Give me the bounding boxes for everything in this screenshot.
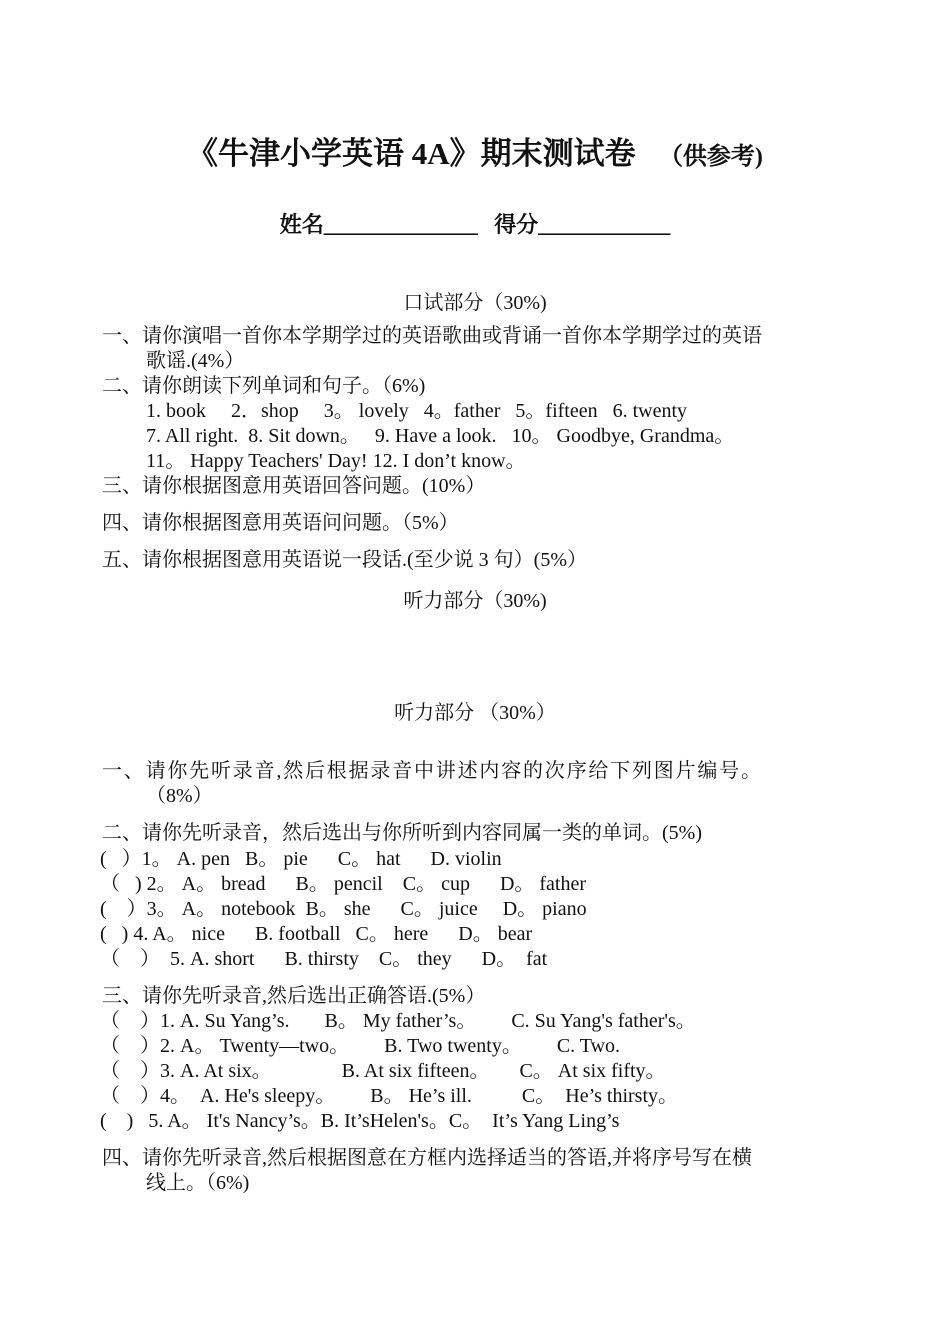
listening-q3-item-3: （ ）3. A. At six。 B. At six fifteen。 C。 At six fifty。 [100, 1060, 666, 1082]
oral-q4: 四、请你根据图意用英语问问题。（5%） [102, 512, 459, 534]
oral-q3: 三、请你根据图意用英语回答问题。(10%） [102, 475, 486, 497]
listening-q2-item-1: ( ）1。 A. pen B。 pie C。 hat D. violin [100, 848, 502, 870]
listening-q2-item-3: ( ）3。 A。 notebook B。 she C。 juice D。 piano [100, 898, 587, 920]
listening-heading-1: 听力部分（30%) [403, 590, 547, 612]
name-score-line: 姓名______________ 得分____________ [279, 212, 671, 237]
listening-q1-line1: 一、请你先听录音,然后根据录音中讲述内容的次序给下列图片编号。 [102, 760, 763, 782]
listening-q3-item-4: （ ）4。 A. He's sleepy。 B。 He’s ill. C。 He’s thirsty。 [100, 1085, 679, 1107]
listening-q4-line1: 四、请你先听录音,然后根据图意在方框内选择适当的答语,并将序号写在横 [102, 1147, 752, 1169]
oral-section-heading: 口试部分（30%) [403, 292, 547, 314]
listening-q3-item-5: ( ) 5. A。 It's Nancy’s。B. It’sHelen's。C。 It’s Yang Ling’s [100, 1110, 620, 1132]
oral-q2: 二、请你朗读下列单词和句子。（6%) [102, 375, 426, 397]
title-main: 《牛津小学英语 4A》期末测试卷 [187, 136, 636, 171]
oral-words-row-2: 7. All right. 8. Sit down。 9. Have a look. 10。 Goodbye, Grandma。 [146, 425, 735, 447]
listening-q3-item-2: （ ）2. A。 Twenty—two。 B. Two twenty。 C. Two. [100, 1035, 621, 1057]
oral-q5: 五、请你根据图意用英语说一段话.(至少说 3 句）(5%） [102, 549, 587, 571]
listening-q2-item-4: ( ) 4. A。 nice B. football C。 here D。 bear [100, 923, 533, 945]
listening-q2-item-5: （ ） 5. A. short B. thirsty C。 they D。 fat [100, 948, 548, 970]
listening-heading-2: 听力部分 （30%） [394, 702, 556, 724]
oral-q1-line1: 一、请你演唱一首你本学期学过的英语歌曲或背诵一首你本学期学过的英语 [102, 325, 762, 347]
listening-q3: 三、请你先听录音,然后选出正确答语.(5%） [102, 985, 486, 1007]
listening-q2-item-2: （ ) 2。 A。 bread B。 pencil C。 cup D。 father [100, 873, 587, 895]
listening-q4-line2: 线上。（6%) [146, 1172, 250, 1194]
listening-q1-line2: （8%） [146, 785, 213, 807]
title-sub: （供参考) [658, 144, 763, 170]
listening-q3-item-1: （ ）1. A. Su Yang’s. B。 My father’s。 C. Su Yang's father's。 [100, 1010, 696, 1032]
listening-q2: 二、请你先听录音，然后选出与你所听到内容同属一类的单词。(5%) [102, 822, 702, 844]
oral-q1-line2: 歌谣.(4%） [146, 350, 245, 372]
page-title [0, 128, 950, 173]
oral-words-row-1: 1. book 2．shop 3。 lovely 4。father 5。fifteen 6. twenty [146, 400, 688, 422]
oral-words-row-3: 11。 Happy Teachers' Day! 12. I don’t know。 [146, 450, 526, 472]
